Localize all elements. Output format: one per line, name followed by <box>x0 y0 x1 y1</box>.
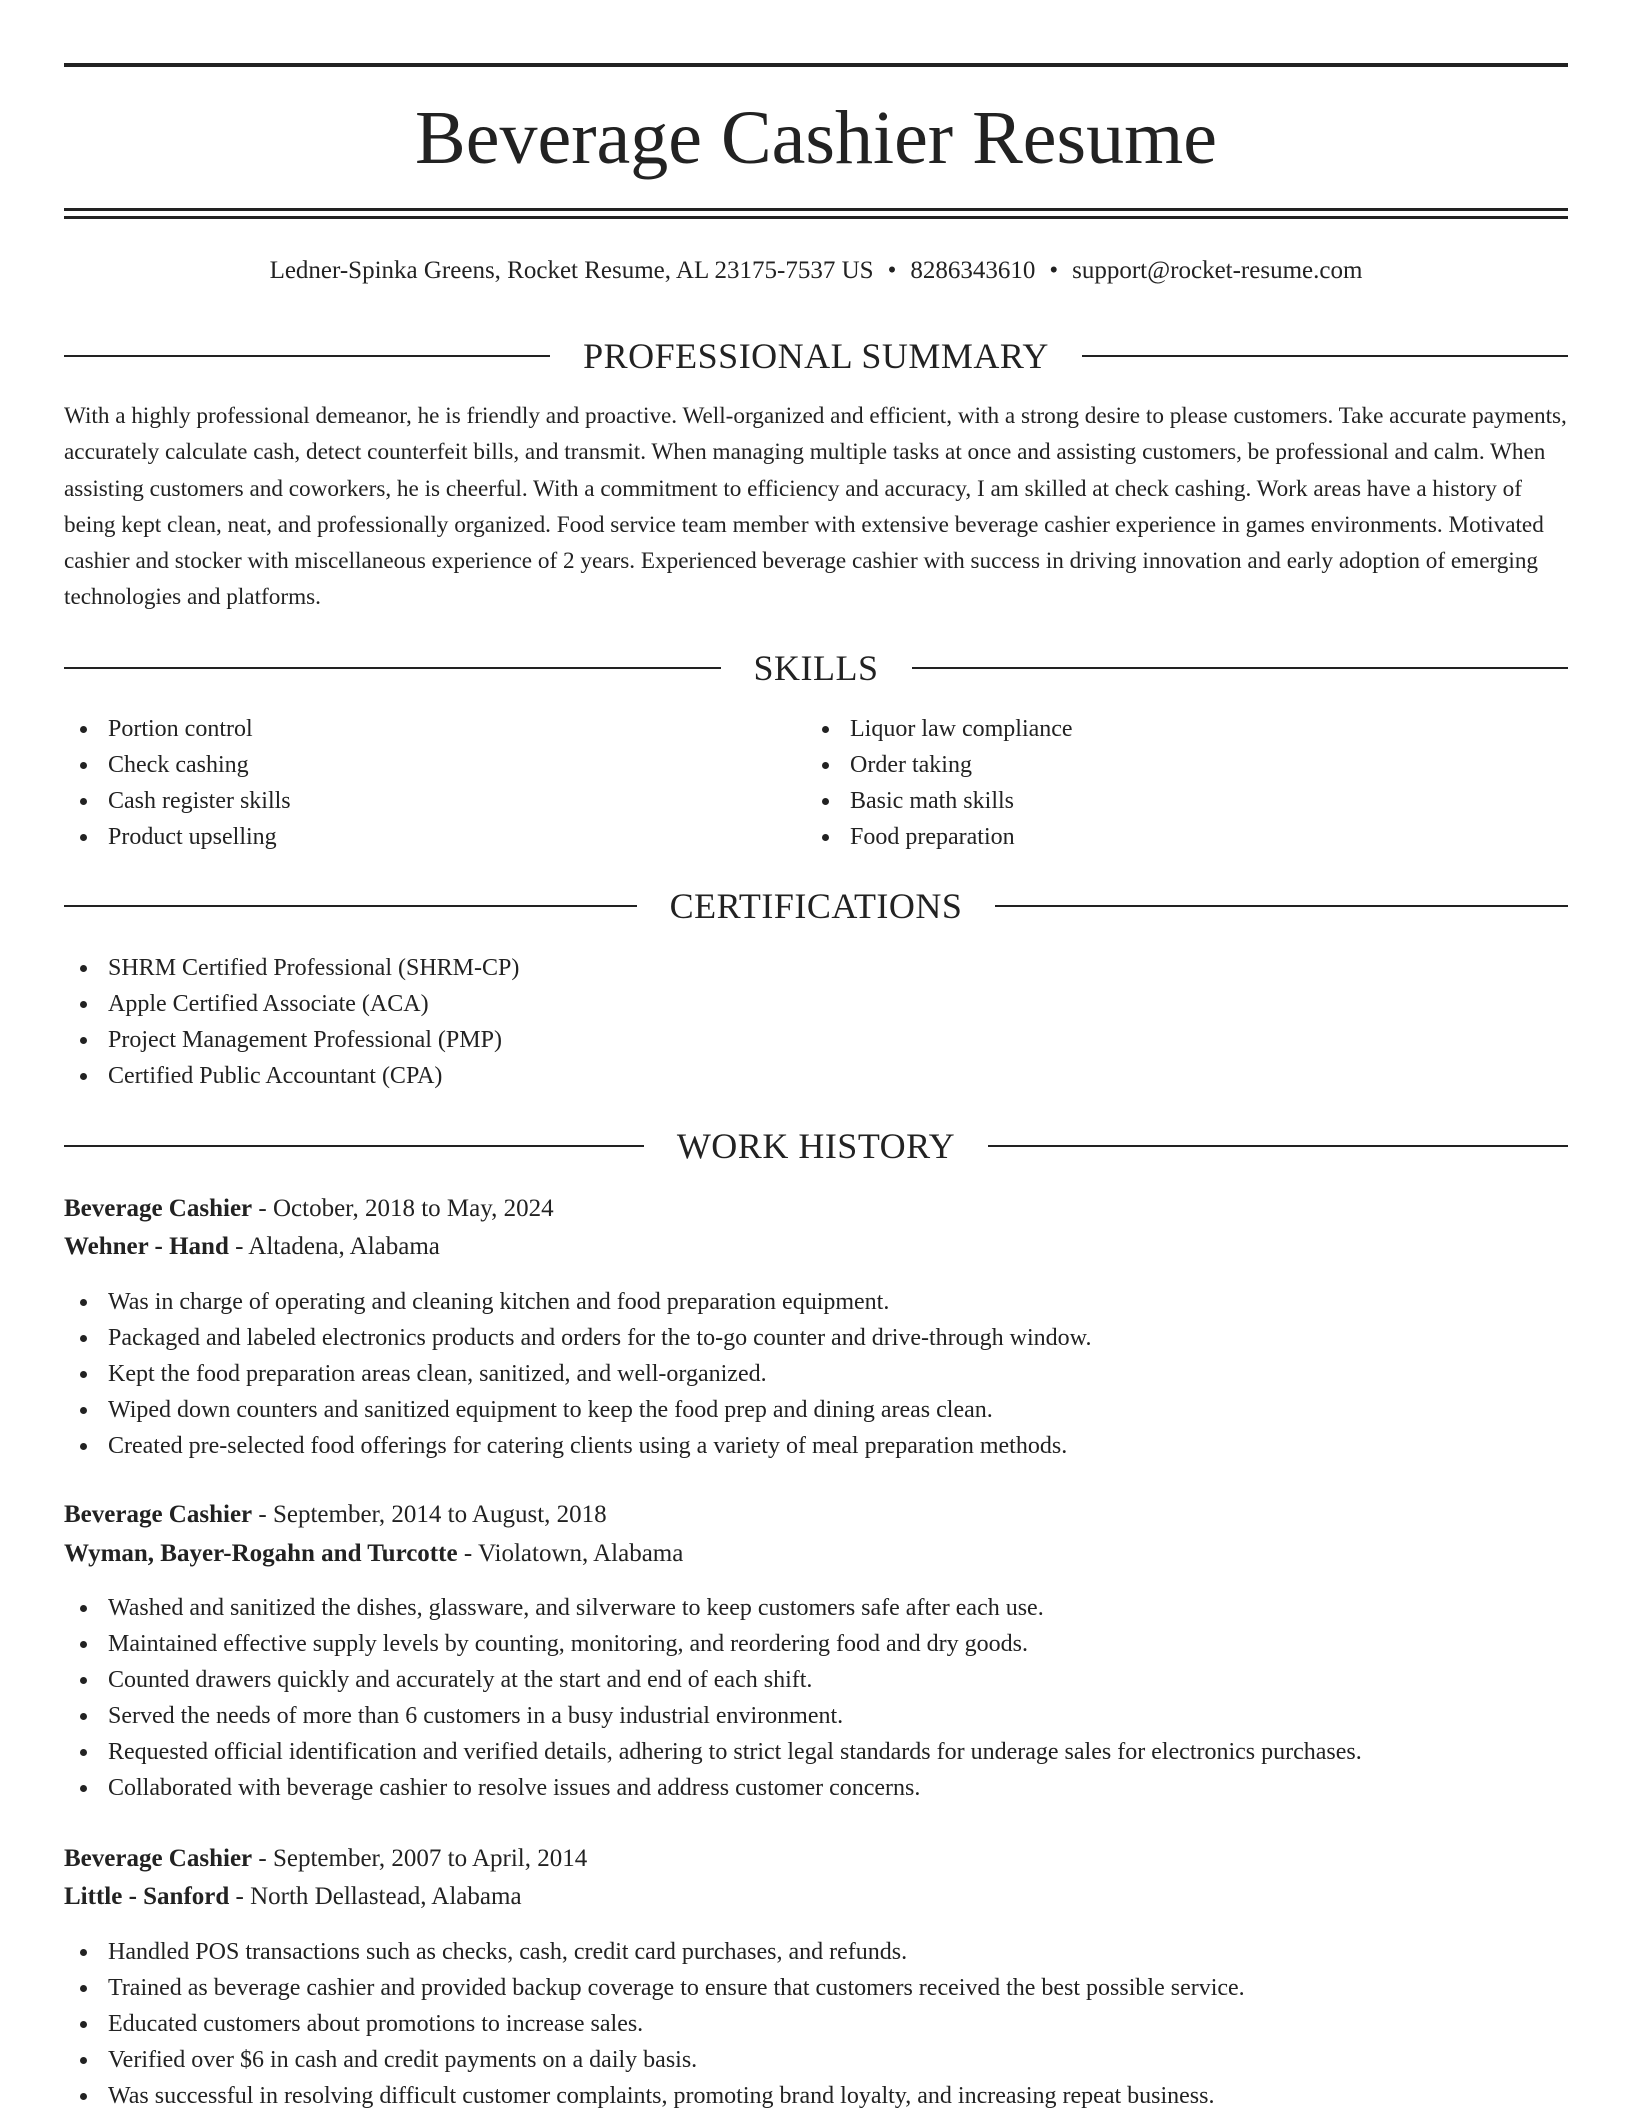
duty-item: Requested official identification and verified details, adhering to strict legal standards for underage sales for electronics purchases. <box>64 1734 1362 1770</box>
dash: - <box>235 1233 244 1260</box>
job-company: Wehner - Hand <box>64 1233 229 1260</box>
job-title: Beverage Cashier <box>64 1195 253 1222</box>
duty-item: Served the needs of more than 6 customers in a busy industrial environment. <box>64 1698 1362 1734</box>
contact-line <box>64 254 1568 288</box>
duty-item: Educated customers about promotions to increase sales. <box>64 2006 1245 2042</box>
duty-item: Wiped down counters and sanitized equipment to keep the food prep and dining areas clean. <box>64 1392 1091 1428</box>
job-dates: October, 2018 to May, 2024 <box>272 1195 554 1222</box>
summary-paragraph: With a highly professional demeanor, he is friendly and proactive. Well-organized and efficient, with a strong desire to please customers. Take accurate payments, accurately calculate cash, detect counterfeit bills, and transmit. When managing multiple tasks at once and assisting customers, be professional and calm. When assisting customers and coworkers, he is cheerful. With a commitment to efficiency and accuracy, I am skilled at check cashing. Work areas have a history of being kept clean, neat, and professionally organized. Food service team member with extensive beverage cashier experience in games environments. Motivated cashier and stocker with miscellaneous experience of 2 years. Experienced beverage cashier with success in driving innovation and early adoption of emerging technologies and platforms. <box>64 403 1567 611</box>
dash: - <box>235 1883 244 1910</box>
title-rule-lower <box>64 216 1568 219</box>
heading-rule <box>64 905 637 907</box>
dash: - <box>463 1540 473 1567</box>
heading-rule <box>64 1145 644 1147</box>
duty-item: Packaged and labeled electronics products and orders for the to-go counter and drive-through window. <box>64 1320 1091 1356</box>
skills-list-right <box>806 711 1073 855</box>
certification-item: Certified Public Accountant (CPA) <box>64 1058 519 1094</box>
heading-rule <box>64 667 721 669</box>
skills-list-left <box>64 711 291 855</box>
skill-item: Order taking <box>806 747 1073 783</box>
duty-item: Created pre-selected food offerings for catering clients using a variety of meal preparation methods. <box>64 1428 1091 1464</box>
dash: - <box>258 1195 267 1222</box>
dash: - <box>258 1845 267 1872</box>
duty-item: Collaborated with beverage cashier to resolve issues and address customer concerns. <box>64 1770 1362 1806</box>
job-dates: September, 2007 to April, 2014 <box>272 1845 588 1872</box>
contact-email: support@rocket-resume.com <box>1072 257 1363 284</box>
job-title-line <box>64 1840 587 1878</box>
section-label: WORK HISTORY <box>676 1126 956 1166</box>
heading-rule <box>995 905 1568 907</box>
section-label: CERTIFICATIONS <box>669 886 963 926</box>
section-heading-summary <box>64 334 1568 378</box>
certification-item: Project Management Professional (PMP) <box>64 1022 519 1058</box>
job-title-line <box>64 1190 554 1228</box>
duty-item: Handled POS transactions such as checks, cash, credit card purchases, and refunds. <box>64 1934 1245 1970</box>
duty-item: Trained as beverage cashier and provided backup coverage to ensure that customers received the best possible service. <box>64 1970 1245 2006</box>
job-company-line <box>64 1228 440 1266</box>
duty-item: Kept the food preparation areas clean, sanitized, and well-organized. <box>64 1356 1091 1392</box>
section-heading-skills <box>64 646 1568 690</box>
title-rule-upper <box>64 208 1568 211</box>
certification-item: Apple Certified Associate (ACA) <box>64 986 519 1022</box>
section-label: PROFESSIONAL SUMMARY <box>583 336 1049 376</box>
skill-item: Basic math skills <box>806 783 1073 819</box>
duty-item: Was successful in resolving difficult customer complaints, promoting brand loyalty, and increasing repeat business. <box>64 2078 1245 2114</box>
job-title: Beverage Cashier <box>64 1501 253 1528</box>
skill-item: Portion control <box>64 711 291 747</box>
heading-rule <box>988 1145 1568 1147</box>
skill-item: Product upselling <box>64 819 291 855</box>
duty-item: Verified over $6 in cash and credit payments on a daily basis. <box>64 2042 1245 2078</box>
contact-separator: • <box>887 257 897 284</box>
contact-phone: 8286343610 <box>910 257 1036 284</box>
job-title: Beverage Cashier <box>64 1845 253 1872</box>
duty-item: Counted drawers quickly and accurately at the start and end of each shift. <box>64 1662 1362 1698</box>
contact-address: Ledner-Spinka Greens, Rocket Resume, AL 23175-7537 US <box>269 257 874 284</box>
job-duties-list <box>64 1934 1245 2114</box>
job-company: Little - Sanford <box>64 1883 230 1910</box>
job-dates: September, 2014 to August, 2018 <box>272 1501 607 1528</box>
top-rule <box>64 63 1568 67</box>
skill-item: Cash register skills <box>64 783 291 819</box>
job-company-line <box>64 1878 522 1916</box>
certifications-list <box>64 950 519 1094</box>
skill-item: Liquor law compliance <box>806 711 1073 747</box>
duty-item: Washed and sanitized the dishes, glassware, and silverware to keep customers safe after each use. <box>64 1590 1362 1626</box>
job-duties-list <box>64 1590 1362 1806</box>
contact-separator: • <box>1049 257 1059 284</box>
skill-item: Check cashing <box>64 747 291 783</box>
section-heading-work-history <box>64 1124 1568 1168</box>
resume-title: Beverage Cashier Resume <box>415 96 1217 180</box>
heading-rule <box>912 667 1569 669</box>
job-company-line <box>64 1535 683 1573</box>
section-label: SKILLS <box>753 648 879 688</box>
heading-rule <box>1082 355 1568 357</box>
heading-rule <box>64 355 550 357</box>
skill-item: Food preparation <box>806 819 1073 855</box>
job-title-line <box>64 1496 607 1534</box>
job-duties-list <box>64 1284 1091 1464</box>
section-heading-certifications <box>64 884 1568 928</box>
job-location: North Dellastead, Alabama <box>250 1883 522 1910</box>
job-location: Altadena, Alabama <box>248 1233 440 1260</box>
dash: - <box>258 1501 267 1528</box>
duty-item: Maintained effective supply levels by counting, monitoring, and reordering food and dry goods. <box>64 1626 1362 1662</box>
job-company: Wyman, Bayer-Rogahn and Turcotte <box>64 1540 458 1567</box>
certification-item: SHRM Certified Professional (SHRM-CP) <box>64 950 519 986</box>
job-location: Violatown, Alabama <box>477 1540 684 1567</box>
duty-item: Was in charge of operating and cleaning kitchen and food preparation equipment. <box>64 1284 1091 1320</box>
